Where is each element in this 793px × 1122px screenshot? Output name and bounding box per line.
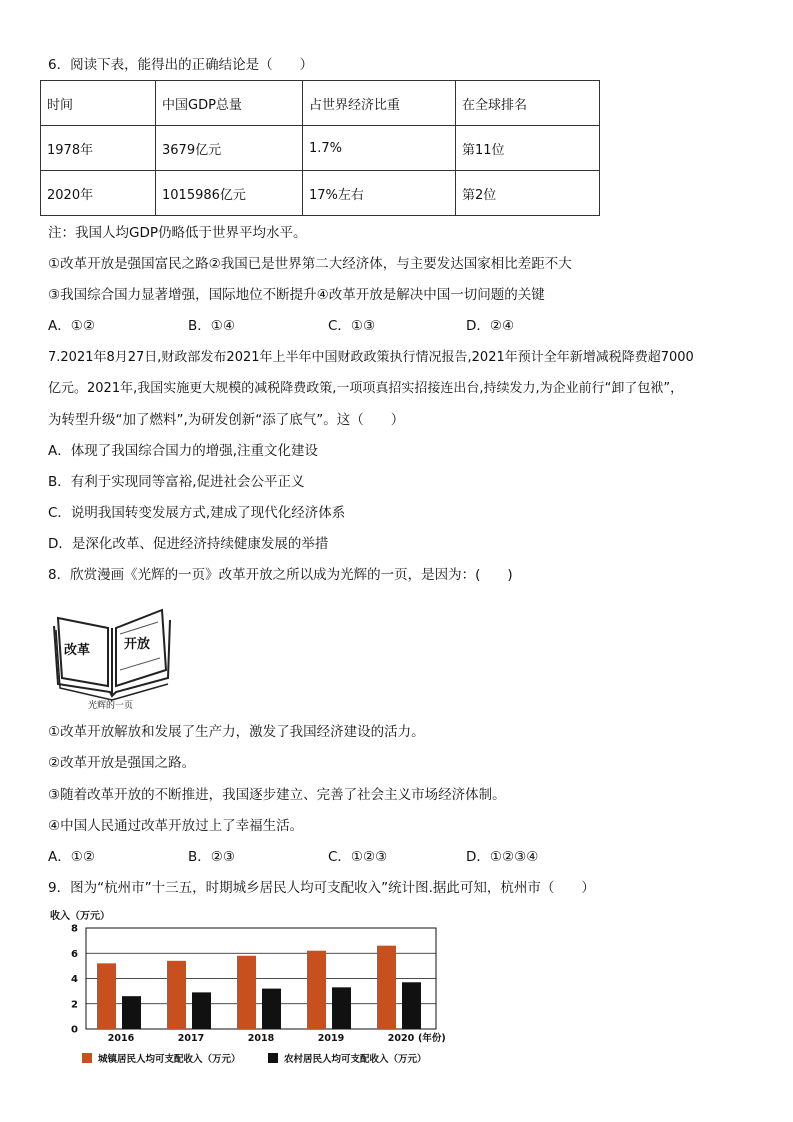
y-tick-label: 2 xyxy=(71,999,78,1011)
q9-stem: 9．图为“杭州市”十三五，时期城乡居民人均可支配收入”统计图.据此可知，杭州市（ ） xyxy=(48,880,595,896)
table-header-row xyxy=(41,81,600,126)
legend-swatch xyxy=(268,1053,278,1063)
q7-stem-line-2: 亿元。2021年,我国实施更大规模的减税降费政策,一项项真招实招接连出台,持续发力,为企业前行“卸了包袱”， xyxy=(48,381,684,396)
cartoon-text-right: 开放 xyxy=(124,637,151,652)
urban-income-bar xyxy=(377,946,396,1029)
q8-item-1: ①改革开放解放和发展了生产力，激发了我国经济建设的活力。 xyxy=(48,724,425,740)
urban-income-bar xyxy=(237,956,256,1029)
rural-income-bar xyxy=(262,989,281,1029)
q7-option-c[interactable]: C．说明我国转变发展方式,建成了现代化经济体系 xyxy=(48,505,346,521)
cartoon-text-left: 改革 xyxy=(64,643,91,658)
table-cell: 第11位 xyxy=(456,126,600,171)
open-book-cartoon xyxy=(50,600,172,710)
option-a[interactable]: A．①② xyxy=(48,849,95,865)
q7-stem-line-3: 为转型升级“加了燃料”,为研发创新“添了底气”。这（ ） xyxy=(48,412,405,428)
table-cell: 1.7% xyxy=(303,126,456,171)
q7-stem-line-1: 7.2021年8月27日,财政部发布2021年上半年中国财政政策执行情况报告,2021年预计全年新增减税降费超7000 xyxy=(48,350,694,365)
q8-stem: 8．欣赏漫画《光辉的一页》改革开放之所以成为光辉的一页，是因为：( ) xyxy=(48,567,513,583)
option-c[interactable]: C．①③ xyxy=(328,318,376,334)
table-header-cell: 中国GDP总量 xyxy=(156,81,303,126)
table-row xyxy=(41,126,600,171)
q7-option-a[interactable]: A．体现了我国综合国力的增强,注重文化建设 xyxy=(48,443,319,459)
rural-income-bar xyxy=(402,982,421,1029)
table-header-cell: 在全球排名 xyxy=(456,81,600,126)
q6-statement-2: ③我国综合国力显著增强，国际地位不断提升④改革开放是解决中国一切问题的关键 xyxy=(48,287,545,303)
cartoon-caption: 光辉的一页 xyxy=(88,701,134,710)
rural-income-bar xyxy=(122,996,141,1029)
x-tick-label: 2020 xyxy=(387,1033,415,1044)
x-tick-label: 2016 xyxy=(107,1033,135,1044)
x-axis-label: (年份) xyxy=(418,1033,446,1044)
urban-income-bar xyxy=(307,951,326,1029)
legend-swatch xyxy=(82,1053,92,1063)
q8-item-3: ③随着改革开放的不断推进，我国逐步建立、完善了社会主义市场经济体制。 xyxy=(48,787,506,803)
q6-options xyxy=(48,317,514,335)
q8-item-4: ④中国人民通过改革开放过上了幸福生活。 xyxy=(48,818,304,834)
rural-income-bar xyxy=(332,987,351,1029)
q8-item-2: ②改革开放是强国之路。 xyxy=(48,755,196,771)
table-cell: 17%左右 xyxy=(303,171,456,216)
y-tick-label: 4 xyxy=(71,974,78,985)
rural-income-bar xyxy=(192,992,211,1029)
q6-statement-1: ①改革开放是强国富民之路②我国已是世界第二大经济体，与主要发达国家相比差距不大 xyxy=(48,256,572,272)
y-axis-label: 收入（万元） xyxy=(50,911,110,922)
income-bar-chart xyxy=(44,903,464,1073)
urban-income-bar xyxy=(97,963,116,1029)
q7-option-b[interactable]: B．有利于实现同等富裕,促进社会公平正义 xyxy=(48,474,305,490)
urban-income-bar xyxy=(167,961,186,1029)
table-header-cell: 占世界经济比重 xyxy=(303,81,456,126)
option-a[interactable]: A．①② xyxy=(48,318,95,334)
y-tick-label: 0 xyxy=(71,1024,78,1036)
y-tick-label: 8 xyxy=(71,923,78,935)
legend-label: 农村居民人均可支配收入（万元） xyxy=(284,1054,427,1065)
legend-label: 城镇居民人均可支配收入（万元） xyxy=(98,1054,241,1065)
table-row xyxy=(41,171,600,216)
x-tick-label: 2018 xyxy=(247,1033,275,1044)
table-header-cell: 时间 xyxy=(41,81,156,126)
table-cell: 第2位 xyxy=(456,171,600,216)
option-b[interactable]: B．①④ xyxy=(188,318,235,334)
option-d[interactable]: D．①②③④ xyxy=(466,849,539,865)
q6-stem: 6．阅读下表，能得出的正确结论是（ ） xyxy=(48,57,314,73)
y-tick-label: 6 xyxy=(71,948,78,960)
table-cell: 1015986亿元 xyxy=(156,171,303,216)
q6-note: 注：我国人均GDP仍略低于世界平均水平。 xyxy=(48,225,307,241)
x-tick-label: 2017 xyxy=(177,1033,205,1044)
option-d[interactable]: D．②④ xyxy=(466,318,515,334)
q8-options xyxy=(48,848,538,866)
table-cell: 2020年 xyxy=(41,171,156,216)
option-b[interactable]: B．②③ xyxy=(188,849,235,865)
table-cell: 3679亿元 xyxy=(156,126,303,171)
q7-option-d[interactable]: D．是深化改革、促进经济持续健康发展的举措 xyxy=(48,536,329,552)
option-c[interactable]: C．①②③ xyxy=(328,849,388,865)
gdp-table xyxy=(40,80,600,216)
x-tick-label: 2019 xyxy=(317,1033,345,1044)
table-cell: 1978年 xyxy=(41,126,156,171)
